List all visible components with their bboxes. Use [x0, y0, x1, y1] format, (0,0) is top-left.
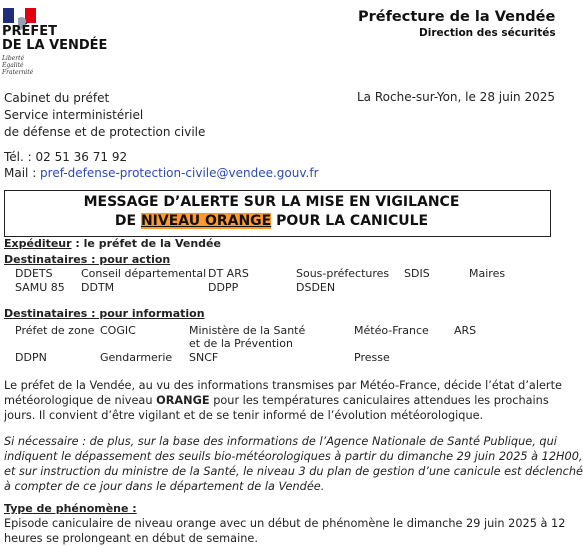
alert-title-line2: DE NIVEAU ORANGE POUR LA CANICULE: [114, 213, 429, 229]
prefet-title: PRÉFET DE LA VENDÉE: [2, 24, 108, 53]
info-recipient: COGIC: [100, 324, 136, 337]
action-recipient: SAMU 85: [15, 281, 65, 294]
info-recipient: Préfet de zone: [15, 324, 95, 337]
info-recipient-cont: et de la Prévention: [189, 337, 293, 350]
health-plan-paragraph: Si nécessaire : de plus, sur la base des informations de l’Agence Nationale de Santé Publique, qui indiquent le dépassement des seuils bio-météorologiques à partir du dimanche 29 juin 2025 à 12H00, et sur instruction du ministre de la Santé, le niveau 3 du plan de gestion d’une canicule est déclenché à compter de ce jour dans le département de la Vendée.: [4, 435, 583, 493]
action-recipient: Conseil départemental: [81, 267, 207, 280]
mail-line: Mail : pref-defense-protection-civile@vendee.gouv.fr: [4, 166, 319, 180]
phenomene-text: Episode caniculaire de niveau orange avec un début de phénomène le dimanche 29 juin 2025 à 12 heures se prolongeant en début de semaine.: [4, 517, 566, 545]
action-recipient: DSDEN: [296, 281, 336, 294]
action-recipient: Maires: [469, 267, 506, 280]
prefecture-title: Préfecture de la Vendée: [358, 9, 556, 25]
info-recipient: SNCF: [189, 351, 219, 364]
information-label: Destinataires : pour information: [4, 307, 205, 320]
decision-paragraph: Le préfet de la Vendée, au vu des informations transmises par Météo-France, décide l’état d’alerte météorologique de niveau ORANGE pour les températures caniculaires attendues les prochains jours. Il convient d’être vigilant et de se tenir informé de l’évolution météorologique.: [4, 379, 562, 422]
alert-level-highlight: NIVEAU ORANGE: [140, 213, 272, 229]
action-recipient: Sous-préfectures: [296, 267, 390, 280]
action-recipient: DT ARS: [208, 267, 249, 280]
republique-flag-logo: [3, 8, 36, 23]
devise: Liberté Égalité Fraternité: [2, 55, 34, 76]
alert-title-line1: MESSAGE D’ALERTE SUR LA MISE EN VIGILANCE: [83, 194, 460, 210]
action-recipient: DDTM: [81, 281, 115, 294]
phenomene-label: Type de phénomène :: [4, 502, 137, 515]
direction-subtitle: Direction des sécurités: [419, 27, 556, 39]
info-recipient: Gendarmerie: [100, 351, 173, 364]
alert-title-box: [4, 190, 551, 237]
info-recipient: ARS: [454, 324, 477, 337]
action-recipient: SDIS: [404, 267, 430, 280]
sender-service: Cabinet du préfet Service interministériel de défense et de protection civile: [4, 91, 206, 139]
info-recipient: Presse: [354, 351, 390, 364]
document-date: La Roche-sur-Yon, le 28 juin 2025: [357, 90, 555, 104]
info-recipient: Météo-France: [354, 324, 429, 337]
expediteur: Expéditeur : le préfet de la Vendée: [4, 237, 221, 250]
action-recipient: DDETS: [15, 267, 53, 280]
mail-link[interactable]: pref-defense-protection-civile@vendee.gouv.fr: [40, 166, 319, 180]
info-recipient: DDPN: [15, 351, 47, 364]
info-recipient: Ministère de la Santé: [189, 324, 306, 337]
action-recipient: DDPP: [208, 281, 239, 294]
action-label: Destinataires : pour action: [4, 253, 171, 266]
telephone: Tél. : 02 51 36 71 92: [4, 150, 128, 164]
